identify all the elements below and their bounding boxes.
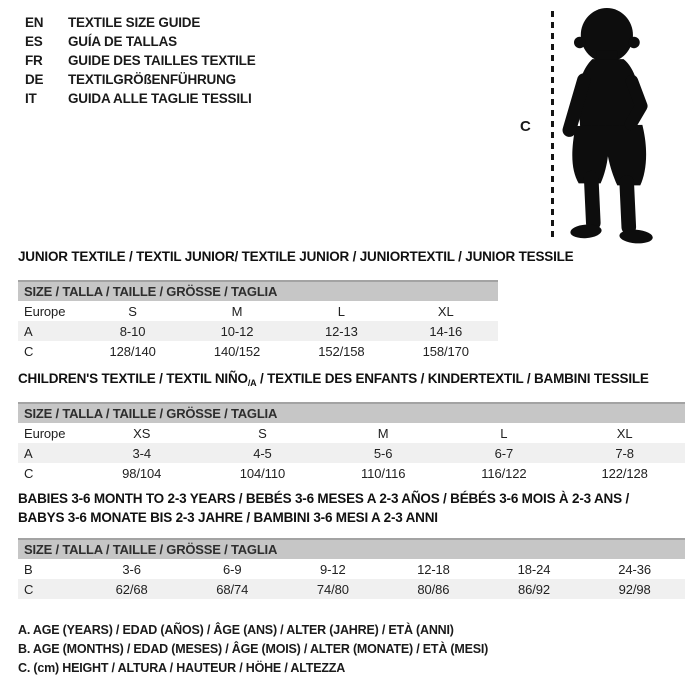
row-label: A [18, 443, 81, 463]
children-size-table [18, 402, 685, 483]
table-cell: 3-6 [122, 561, 141, 577]
language-title: GUIDA ALLE TAGLIE TESSILI [68, 91, 252, 106]
table-cell: XL [616, 425, 633, 441]
table-cell: 86/92 [484, 579, 585, 599]
table-row [18, 443, 685, 463]
row-label: B [24, 561, 33, 577]
table-cell: 6-7 [444, 443, 565, 463]
language-title-list [25, 13, 256, 108]
table-cell: M [377, 425, 389, 441]
row-label: C [24, 343, 34, 359]
table-cell: XS [133, 425, 151, 441]
language-title: TEXTILGRÖßENFÜHRUNG [68, 72, 236, 87]
children-title-subscript: /A [247, 378, 257, 388]
table-cell: M [231, 303, 243, 319]
language-title: GUIDE DES TAILLES TEXTILE [68, 53, 256, 68]
table-cell: 9-12 [320, 561, 346, 577]
language-title: GUÍA DE TALLAS [68, 34, 177, 49]
row-label: C [18, 579, 81, 599]
row-label: Europe [24, 425, 66, 441]
table-cell: 152/158 [318, 343, 365, 359]
language-code: DE [25, 72, 44, 87]
row-label: A [18, 321, 80, 341]
language-row-es [25, 32, 256, 51]
table-cell: 98/104 [122, 465, 162, 481]
table-row [18, 463, 685, 483]
language-row-fr [25, 51, 256, 70]
language-row-de [25, 70, 256, 89]
table-row [18, 341, 498, 361]
table-cell: 6-9 [223, 561, 242, 577]
table-cell: 80/86 [383, 579, 484, 599]
table-row [18, 579, 685, 599]
footnote-legend [18, 621, 488, 678]
language-row-it [25, 89, 256, 108]
table-cell: 14-16 [394, 321, 498, 341]
table-cell: 10-12 [185, 321, 289, 341]
table-cell: 116/122 [481, 465, 527, 481]
table-cell: 68/74 [182, 579, 283, 599]
table-cell: L [500, 425, 508, 441]
table-cell: 104/110 [239, 465, 286, 481]
table-cell: 4-5 [202, 443, 323, 463]
table-cell: 7-8 [564, 443, 685, 463]
footnote-c: C. (cm) HEIGHT / ALTURA / HAUTEUR / HÖHE / ALTEZZA [18, 661, 346, 675]
height-measure-label: C [520, 118, 531, 135]
table-cell: 8-10 [80, 321, 184, 341]
size-header-band: SIZE / TALLA / TAILLE / GRÖSSE / TAGLIA [18, 280, 498, 301]
height-measure-dashed-line [551, 11, 554, 242]
language-code: ES [25, 34, 43, 49]
footnote-a: A. AGE (YEARS) / EDAD (AÑOS) / ÂGE (ANS) / ALTER (JAHRE) / ETÀ (ANNI) [18, 623, 454, 637]
size-header-band: SIZE / TALLA / TAILLE / GRÖSSE / TAGLIA [18, 538, 685, 559]
table-cell: 12-13 [289, 321, 393, 341]
table-cell: 18-24 [517, 561, 551, 577]
table-cell: L [337, 303, 345, 319]
language-title: TEXTILE SIZE GUIDE [68, 15, 201, 30]
babies-section-title-line2: BABYS 3-6 MONATE BIS 2-3 JAHRE / BAMBINI 3-6 MESI A 2-3 ANNI [18, 510, 438, 525]
table-cell: S [128, 303, 137, 319]
table-cell: 140/152 [213, 343, 261, 359]
table-cell: 12-18 [417, 561, 450, 577]
toddler-silhouette-image [557, 7, 663, 247]
table-cell: 128/140 [109, 343, 156, 359]
table-row [18, 321, 498, 341]
children-section-title [18, 371, 649, 388]
table-row [18, 423, 685, 443]
junior-section-title: JUNIOR TEXTILE / TEXTIL JUNIOR/ TEXTILE JUNIOR / JUNIORTEXTIL / JUNIOR TESSILE [18, 249, 574, 264]
size-header-band: SIZE / TALLA / TAILLE / GRÖSSE / TAGLIA [18, 402, 685, 423]
language-code: IT [25, 91, 37, 106]
table-cell: 158/170 [422, 343, 469, 359]
table-row [18, 559, 685, 579]
table-cell: 24-36 [618, 561, 652, 577]
table-cell: 5-6 [323, 443, 444, 463]
table-cell: 122/128 [601, 465, 648, 481]
babies-size-table [18, 538, 685, 599]
table-cell: 62/68 [81, 579, 182, 599]
language-row-en [25, 13, 256, 32]
row-label: Europe [24, 303, 66, 319]
children-title-suffix: / TEXTILE DES ENFANTS / KINDERTEXTIL / BAMBINI TESSILE [256, 371, 649, 386]
table-cell: 92/98 [584, 579, 685, 599]
table-row [18, 301, 498, 321]
table-cell: 74/80 [283, 579, 384, 599]
table-cell: S [258, 425, 267, 441]
table-cell: 3-4 [81, 443, 202, 463]
row-label: C [24, 465, 34, 481]
table-cell: 110/116 [360, 465, 406, 481]
children-title-prefix: CHILDREN'S TEXTILE / TEXTIL NIÑO [18, 371, 248, 386]
table-cell: XL [437, 303, 454, 319]
language-code: FR [25, 53, 43, 68]
babies-section-title-line1: BABIES 3-6 MONTH TO 2-3 YEARS / BEBÉS 3-6 MESES A 2-3 AÑOS / BÉBÉS 3-6 MOIS À 2-3 ANS / [18, 491, 629, 506]
junior-size-table [18, 280, 498, 361]
footnote-b: B. AGE (MONTHS) / EDAD (MESES) / ÂGE (MOIS) / ALTER (MONATE) / ETÀ (MESI) [18, 642, 489, 656]
language-code: EN [25, 15, 44, 30]
